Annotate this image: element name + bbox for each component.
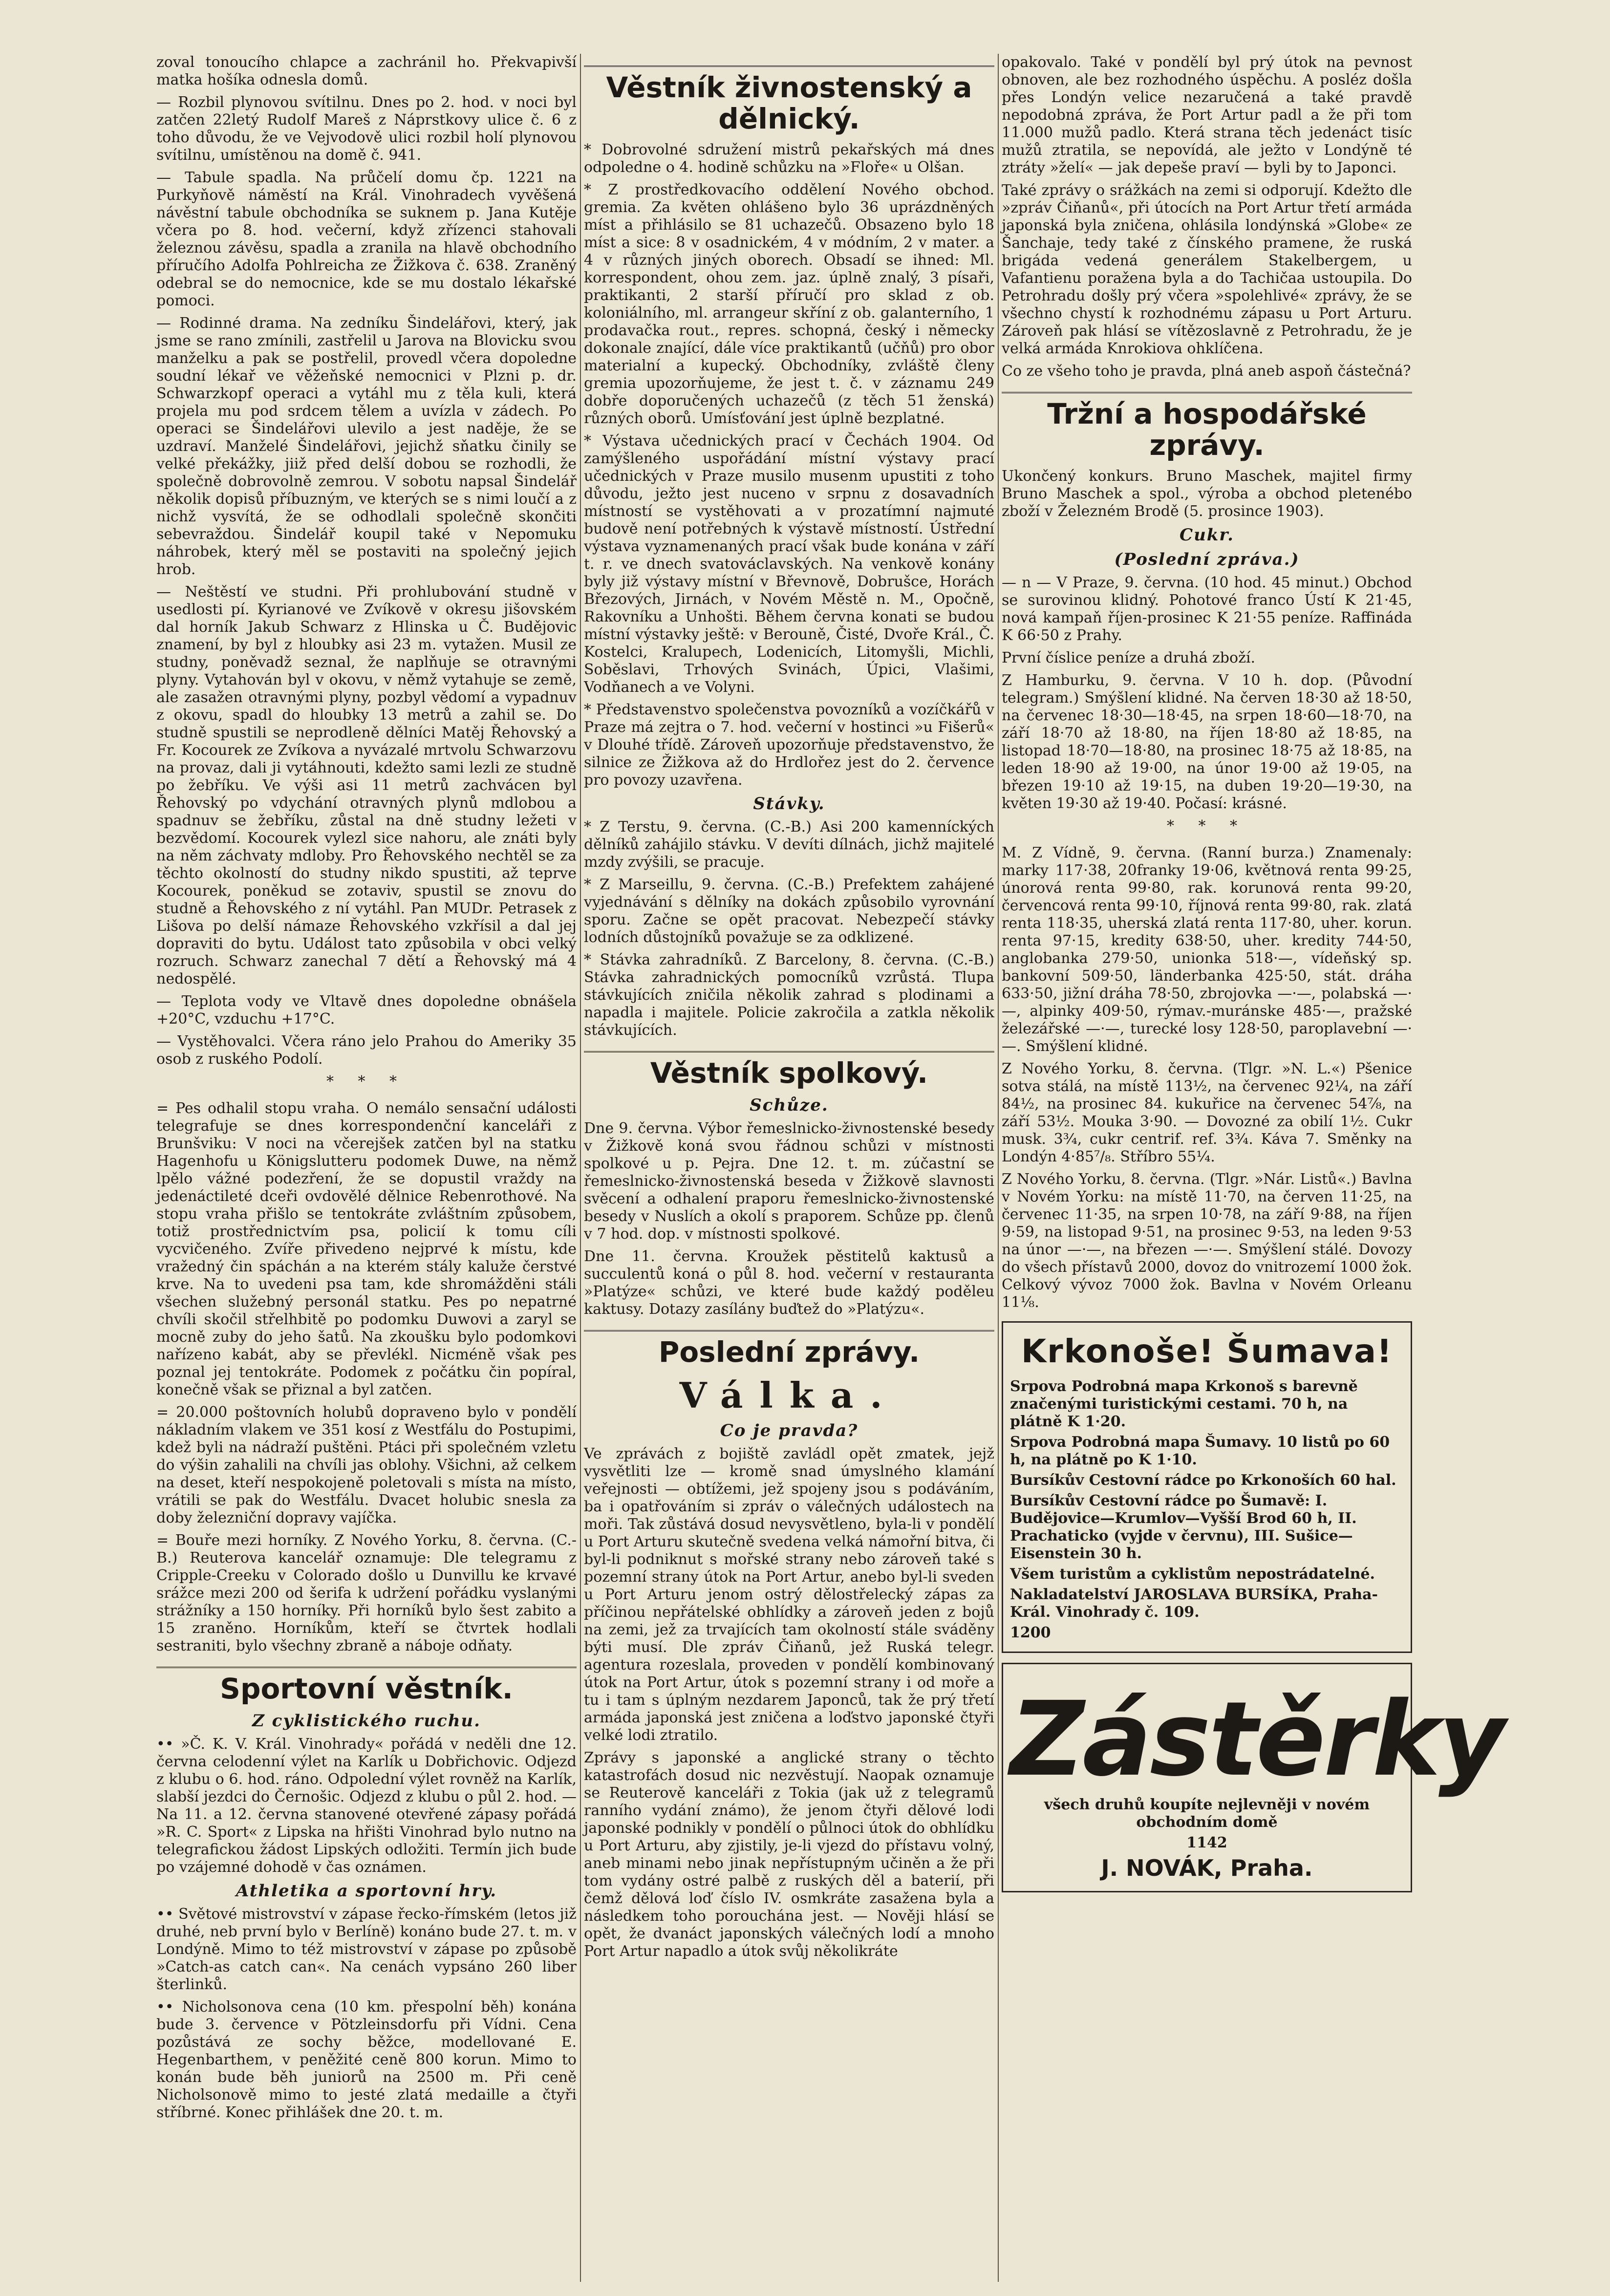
column-1 <box>156 54 577 2282</box>
article-paragraph: — Neštěstí ve studni. Při prohlubování studně v usedlosti pí. Kyrianové ve Zvíkově v okresu jišovském dal horník Jakub Schwarz z Hlinska u Č. Budějovic znamení, by byl z hloubky asi 23 m. vytažen. Musil ze studny, poněvadž seznal, že naplňuje se otravnými plyny. Vytahován byl v okovu, v němž vytahuje se země, ale zasažen otravnými plyny, pozbyl vědomí a vypadnuv z okovu, spadl do hloubky 13 metrů a zahil se. Do studně spustili se neprodleně dělníci Matěj Řehovský a Fr. Kocourek ze Zvíkova a nyvázalé mrtvolu Schwarzovu na provaz, dali ji vytáhnouti, kdežto sami lezli ze studně po žebříku. Ve výši asi 11 metrů zachvácen byl Řehovský po vdychání otravných plynů mdlobou a spadnuv se žebříku, zůstal na dně studny ležeti v bezvědomí. Kocourek vylezl sice nahoru, ale znáti byly na něm záchvaty mdloby. Pro Řehovského nechtěl se za těchto okolností do studny nikdo spustiti, až teprve Kocourek, poněkud se zotaviv, spustil se znovu do studně a Řehovského z ní vytáhl. Pan MUDr. Petrasek z Lišova po delší námaze Řehovského vzkřísil a dal jej dopraviti do bytu. Událost tato způsobila v obci velký rozruch. Schwarz zanechal 7 dětí a Řehovský má 4 nedospělé. <box>156 583 577 987</box>
article-paragraph: * Z Terstu, 9. června. (C.-B.) Asi 200 kamenníckých dělníků zahájilo stávku. V devíti dílnách, jichž majitelé mzdy zvýšili, se pracuje. <box>584 818 994 871</box>
article-paragraph: Ve zprávách z bojiště zavládl opět zmatek, jejž vysvětliti lze — kromě snad úmyslného klamání veřejnosti — obtížemi, jež spojeny jsou s podáváním, ba i opatřováním si zpráv o válečných událostech na moři. Tak zůstává dosud nevysvětleno, byla-li v pondělí u Port Arturu skutečně svedena velká námořní bitva, či byl-li podniknut s mořské strany nebo zároveň také s pozemní strany útok na Port Artur, anebo byl-li sveden u Port Arturu jenom ostrý dělostřelecký zápas za příčinou nepřátelské obhlídky a zároveň jeden z bojů na zemi, jež za trvajících tam okolností stále sváděny býti musí. Dle zpráv Čiňanů, jež Ruská telegr. agentura rozeslala, proveden v pondělí kombinovaný útok na Port Artur, útok s pozemní strany i od moře a tu i tam s úplným nezdarem Japonců, tak že prý třetí armáda japonská jest zničena a loďstvo japonské čtyři velké lodi ztratilo. <box>584 1445 994 1744</box>
article-paragraph: — Tabule spadla. Na průčelí domu čp. 1221 na Purkyňově náměstí na Král. Vinohradech vyvěšená návěstní tabule obchodníka se suknem p. Jana Kutěje včera po 8. hod. večerní, když zřízenci stahovali železnou závěsu, spadla a zranila na hlavě obchodního příručího Adolfa Pohlreicha ze Žižkova č. 638. Zraněný odebral se do nemocnice, kde se mu dostalo lékařské pomoci. <box>156 169 577 309</box>
advertisement-krkonose-sumava <box>1002 1321 1412 1653</box>
article-paragraph: = Pes odhalil stopu vraha. O nemálo sensační události telegrafuje se dnes korrespondenční kanceláři z Brunšviku: V noci na včerejšek zatčen byl na statku Hagenhofu u Königslutteru podomek Duwe, na němž lpělo vážné podezření, že se dopustil vraždy na jedenáctileté dceři ovdovělé dělnice Rebenrothové. Na stopu vraha přišlo se tentokráte zvláštním způsobem, totiž prostřednictvím psa, policií k tomu cíli vycvičeného. Zvíře přivedeno nejprvé k místu, kde vražedný čin spáchán a na kterém stály kaluže čerstvé krve. Na to uvedeni psa tam, kde shromážděni stáli všechen služebný personál statku. Pes po nepatrné chvíli skočil střelhbitě po podomku Duwovi a zaryl se mocně zuby do jeho šatů. Na zkoušku bylo podomkovi nařízeno kabát, aby se převlékl. Nicméně však pes poznal jej tentokráte. Podomek z počátku čin popíral, konečně však se přiznal a byl zatčen. <box>156 1100 577 1398</box>
section-heading: Poslední zprávy. <box>584 1330 994 1368</box>
subheading: Co je pravda? <box>720 1421 859 1440</box>
section-heading: Věstník spolkový. <box>584 1051 994 1089</box>
section-heading: Tržní a hospodářské zprávy. <box>1002 392 1412 461</box>
subheading: (Poslední zpráva.) <box>1114 550 1300 569</box>
article-paragraph: * Z prostředkovacího oddělení Nového obchod. gremia. Za květen ohlášeno bylo 36 uprázdněných míst a přihlásilo se 81 uchazečů. Obsazeno bylo 18 míst a sice: 8 v osadnickém, 4 v módním, 2 v mater. a 4 v různých jiných oborech. Obsadí se ihned: Ml. korrespondent, ohou zem. jaz. úplně znalý, 3 písaři, praktikanti, 2 starší příručí pro sklad z ob. koloniálního, ml. arrangeur skříní z ob. galanterního, 1 prodavačka rout., repres. schopná, český i německy dokonale znající, dále více praktikantů (učňů) pro obor materialní a kupecký. Obchodníky, zvláště členy gremia upozorňujeme, že jest t. č. v záznamu 249 dobře doporučených uchazečů (z těch 51 ženská) různých oborů. Umísťování jest úplně bezplatné. <box>584 181 994 427</box>
article-paragraph: * Představenstvo společenstva povozníků a vozíčkářů v Praze má zejtra o 7. hod. večerní v hostinci »u Fišerů« v Dlouhé třídě. Zároveň upozorňuje představenstvo, že silnice ze Žižkova až do Hrdlořez jest do 2. července pro povozy uzavřena. <box>584 701 994 789</box>
article-paragraph: opakovalo. Také v pondělí byl prý útok na pevnost obnoven, ale bez rozhodného úspěchu. A posléz došla přes Londýn velice nezaručená a také pravdě nepodobná zpráva, že Port Artur padl a že při tom 11.000 mužů padlo. Která strana těch jedenáct tisíc mužů ztratila, se nepovídá, ale ježto v Londýně té ztráty »želí« — jak depeše praví — byli by to Japonci. <box>1002 54 1412 176</box>
ad-line: Nakladatelství JAROSLAVA BURSÍKA, Praha-Král. Vinohrady č. 109. <box>1010 1586 1378 1621</box>
article-paragraph: — Rodinné drama. Na zedníku Šindelářovi, který, jak jsme se rano zmínili, zastřelil u Jarova na Blovicku svou manželku a pak se postřelil, provedl včera dopoledne soudní lékař ve věžeňské nemocnici v Plzni p. dr. Schwarzkopf operaci a vytáhl mu z těla kuli, která projela mu pod srdcem tělem a uvízla v zádech. Po operaci se Šindelářovi ulevilo a jest naděje, že se uzdraví. Manželé Šindelářovi, jejichž sňatku činily se velké překážky, jiiž před delší dobou se rozhodli, že společně dobrovolně zemrou. V sobotu napsal Šindelář několik dopisů příbuzným, ve kterých se s nimi loučí a z nichž vysvítá, že se odhodlali společně skončiti sebevraždou. Šindelář koupil také v Nepomuku náhrobek, který měl se postaviti na společný jejich hrob. <box>156 315 577 578</box>
article-paragraph: * Stávka zahradníků. Z Barcelony, 8. června. (C.-B.) Stávka zahradnických pomocníků vzrůstá. Tlupa stávkujících zničila několik zahrad s plodinami a napadla i majitele. Policie zakročila a zatkla několik stávkujících. <box>584 951 994 1039</box>
ad-line: Bursíkův Cestovní rádce po Šumavě: I. Budějovice—Krumlov—Vyšší Brod 60 h, II. Prachaticko (vyjde v červnu), III. Sušice—Eisenstein 30 h. <box>1010 1492 1357 1562</box>
separator: * * * <box>326 1073 407 1090</box>
article-paragraph: První číslice peníze a druhá zboží. <box>1002 649 1256 666</box>
article-paragraph: * Dobrovolné sdružení mistrů pekařských má dnes odpoledne o 4. hodině schůzku na »Floře« u Olšan. <box>584 141 994 176</box>
article-paragraph: Dne 9. června. Výbor řemeslnicko-živnostenské besedy v Žižkově koná svou řádnou schůzi v místnosti spolkové u p. Pejra. Dne 12. t. m. zúčastní se řemeslnicko-živnostenská beseda v Žižkově slavnosti svěcení a odhalení praporu řemeslnicko-živnostenské besedy v Nuslích a okolí s praporem. Schůze pp. členů v 7 hod. dop. v místnosti spolkové. <box>584 1120 994 1243</box>
article-paragraph: zoval tonoucího chlapce a zachránil ho. Překvapivší matka hošíka odnesla domů. <box>156 54 577 88</box>
article-paragraph: — n — V Praze, 9. června. (10 hod. 45 minut.) Obchod se surovinou klidný. Pohotové franco Ústí K 21·45, nová kampaň říjen-prosinec K 21·55 peníze. Raffináda K 66·50 z Prahy. <box>1002 574 1412 644</box>
ad-line: Srpova Podrobná mapa Krkonoš s barevně značenými turistickými cestami. 70 h, na plátně K 1·20. <box>1010 1378 1358 1430</box>
article-paragraph: = Bouře mezi horníky. Z Nového Yorku, 8. června. (C.-B.) Reuterova kancelář oznamuje: Dle telegramu z Cripple-Creeku v Colorado došlo u Dunvillu ke krvavé srážce mezi 200 od šerifa k udržení pořádku vyslanými strážníky a 150 horníky. Při horníků bylo šest zabito a 15 zraněno. Horníkům, kteří se čtvrtek hodlali sestraniti, bylo všechny zbraně a náboje odňaty. <box>156 1532 577 1654</box>
subheading: Cukr. <box>1180 525 1234 545</box>
subheading: Z cyklistického ruchu. <box>252 1711 481 1731</box>
article-paragraph: Dne 11. června. Kroužek pěstitelů kaktusů a succulentů koná o půl 8. hod. večerní v restauranta »Platýze« schůzi, ve které bude každý poděleu kaktusy. Dotazy zasílány buďtež do »Platýzu«. <box>584 1248 994 1318</box>
article-paragraph: M. Z Vídně, 9. června. (Ranní burza.) Znamenaly: marky 117·38, 20franky 19·06, květnová renta 99·25, únorová renta 99·80, rak. korunová renta 99·20, červencová renta 99·10, říjnová renta 99·80, rak. zlatá renta 118·35, uherská zlatá renta 117·80, uher. korun. renta 97·15, kredity 638·50, uher. kredity 744·50, anglobanka 279·50, unionka 518·—, vídeňský sp. bankovní 509·50, länderbanka 425·50, stát. dráha 633·50, jižní dráha 78·50, zbrojovka —·—, polabská —·—, alpinky 409·50, rýmav.-muránske 485·—, pražské železářské —·—, turecké losy 128·50, paroplavební —·—. Smýšlení klidné. <box>1002 844 1412 1055</box>
ad-headline: Krkonoše! Šumava! <box>1021 1332 1393 1370</box>
column-rule <box>580 54 581 2282</box>
article-paragraph: •• Světové mistrovství v zápase řecko-římském (letos již druhé, neb první bylo v Berlíně) konáno bude 27. t. m. v Londýně. Mimo to též mistrovství v zápase po způsobě »Catch-as catch can«. Na cenách vypsáno 260 liber šterlinků. <box>156 1906 577 1993</box>
ad-line: Bursíkův Cestovní rádce po Krkonoších 60 hal. <box>1010 1472 1396 1489</box>
article-paragraph: Z Hamburku, 9. června. V 10 h. dop. (Původní telegram.) Smýšlení klidné. Na červen 18·30 až 18·50, na červenec 18·30—18·45, na srpen 18·60—18·70, na září 18·70 až 18·80, na říjen 18·80 až 18·85, na listopad 18·70—18·80, na prosinec 18·75 až 18·85, na leden 18·90 až 19·00, na únor 19·00 až 19·05, na březen 19·10 až 19·15, na duben 19·20—19·30, na květen 19·30 až 19·40. Počasí: krásné. <box>1002 672 1412 812</box>
subheading: Athletika a sportovní hry. <box>236 1881 497 1901</box>
article-paragraph: — Teplota vody ve Vltavě dnes dopoledne obnášela +20°C, vzduchu +17°C. <box>156 993 577 1028</box>
article-paragraph: •• Nicholsonova cena (10 km. přespolní běh) konána bude 3. července v Pötzleinsdorfu při Vídni. Cena pozůstává ze sochy běžce, modellované E. Hegenbarthem, v peněžité ceně 800 korun. Mimo to konán bude běh juniorů na 2500 m. Při ceně Nicholsonově mimo to jesté zlatá medaille a čtyři stříbrné. Konec přihlášek dne 20. t. m. <box>156 1998 577 2121</box>
article-paragraph: * Z Marseillu, 9. června. (C.-B.) Prefektem zahájené vyjednávání s dělníky na dokách způsobilo vyrovnání sporu. Začne se opět pracovat. Nebezpečí stávky lodních důstojníků považuje se za odklizené. <box>584 876 994 946</box>
article-paragraph: — Vystěhovalci. Včera ráno jelo Prahou do Ameriky 35 osob z ruského Podolí. <box>156 1033 577 1068</box>
article-paragraph: Co ze všeho toho je pravda, plná aneb aspoň částečná? <box>1002 363 1411 380</box>
article-paragraph: * Výstava učednických prací v Čechách 1904. Od zamýšleného uspořádání místní výstavy prací učednických v Praze musilo musenm upustiti z toho důvodu, ježto jest nuceno v srpnu z dosavadních místností se vystěhovati a v prozatímní najmuté budově není potřebných k výstavě místností. Ústřední výstava vyznamenaných prací však bude konána v září t. r. ve dnech svatováclavských. Na venkově konány byly již výstavy místní v Břevnově, Dobrušce, Horách Březových, Jirnách, v Novém Městě n. M., Opočně, Rakovníku a Unhošti. Během června konati se budou místní výstavky ještě: v Berouně, Čisté, Dvoře Král., Č. Kostelci, Kralupech, Lodenicích, Litomyšli, Michli, Soběslavi, Trhových Svinách, Úpici, Vlašimi, Vodňanech a ve Volyni. <box>584 432 994 696</box>
article-paragraph: = 20.000 poštovních holubů dopraveno bylo v pondělí nákladním vlakem ve 351 kosí z Westfálu do Postupimi, kdež byli na nádraží puštěni. Ptáci při společném vzletu do výšin zahalili na chvíli jas oblohy. Všichni, až celkem na deset, kteří nespokojeně poletovali s místa na místo, vrátili se pak do Westfálu. Dvacet holubic snesla za doby železniční dopravy vajíčka. <box>156 1404 577 1526</box>
column-2 <box>584 54 994 2282</box>
advertisement-zasterky <box>1002 1663 1503 1892</box>
column-rule <box>998 54 999 2282</box>
subheading: Schůze. <box>750 1095 829 1115</box>
ad-line: Srpova Podrobná mapa Šumavy. 10 listů po 60 h, na plátně po K 1·10. <box>1010 1434 1390 1468</box>
ad-shop-name: J. NOVÁK, Praha. <box>1101 1855 1313 1881</box>
ad-line: 1200 <box>1010 1624 1051 1641</box>
separator: * * * <box>1166 817 1247 835</box>
section-heading: Sportovní věstník. <box>156 1667 577 1704</box>
ad-number: 1142 <box>1186 1834 1227 1851</box>
article-paragraph: Z Nového Yorku, 8. června. (Tlgr. »N. L.«) Pšenice sotva stálá, na místě 113½, na červenec 92¼, na září 84½, na prosinec 84. kukuřice na červenec 54⅞, na září 53½. Mouka 3·90. — Dovozné za obilí 1½. Cukr musk. 3¾, cukr centrif. ref. 3¾. Káva 7. Směnky na Londýn 4·85⁷/₈. Stříbro 55¼. <box>1002 1060 1412 1165</box>
ad-title: Zástěrky <box>1010 1679 1503 1799</box>
ad-line: Všem turistům a cyklistům nepostrádatelné. <box>1010 1566 1375 1583</box>
headline: Válka. <box>679 1374 899 1416</box>
article-paragraph: Zprávy s japonské a anglické strany o těchto katastrofách dosud nic nezvěstují. Naopak oznamuje se Reuterově kanceláři z Tokia (jak už z telegramů ranního vydání známo), že jenom čtyři dělové lodi japonské podnikly v pondělí o půlnoci útok do obhlídku u Port Arturu, aby zjistily, je-li vjezd do přístavu volný, aneb minami nebo jinak nepřístupným učiněn a že při tom vydány ostré palbě z ruských děl a baterií, při čemž dělová loď číslo IV. osmkráte zasažena byla a následkem toho porouchána jest. — Nověji hlásí se opět, že dvanáct japonských válečných lodí a mnoho Port Artur napadlo a útok svůj několikráte <box>584 1749 994 1960</box>
section-heading: Věstník živnostenský a dělnický. <box>584 65 994 134</box>
article-paragraph: Z Nového Yorku, 8. června. (Tlgr. »Nár. Listů«.) Bavlna v Novém Yorku: na místě 11·70, na červen 11·25, na červenec 11·35, na srpen 10·78, na září 9·88, na říjen 9·59, na listopad 9·51, na prosinec 9·53, na leden 9·53 na únor —·—, na březen —·—. Smýšlení stálé. Dovozy do všech přístavů 2000, dovoz do vnitrozemí 1000 žok. Celkový vývoz 7000 žok. Bavlna v Novém Orleanu 11⅛. <box>1002 1171 1412 1311</box>
article-paragraph: Ukončený konkurs. Bruno Maschek, majitel firmy Bruno Maschek a spol., výroba a obchod pletenébo zboží v Železném Brodě (5. prosince 1903). <box>1002 468 1412 520</box>
article-paragraph: •• »Č. K. V. Král. Vinohrady« pořádá v neděli dne 12. června celodenní výlet na Karlík u Dobřichovic. Odjezd z klubu o 6. hod. ráno. Odpolední výlet rovněž na Karlík, slabší jezdci do Černošic. Odjezd z klubu o půl 2. hod. — Na 11. a 12. června stanovené otevřené zápasy pořádá »R. C. Sport« z Lipska na hřišti Vinohrad bylo nutno na telegrafickou žádost Lipských odložiti. Termín jich bude po vzájemné dohodě v čas oznámen. <box>156 1736 577 1876</box>
subheading: Stávky. <box>753 794 825 814</box>
article-paragraph: Také zprávy o srážkách na zemi si odporují. Kdežto dle »zpráv Čiňanů«, při útocích na Port Artur třetí armáda japonská byla zničena, ohlásila londýnská »Globe« ze Šanchaje, tedy také z čínského pramene, že ruská brigáda vedená generálem Stakelbergem, u Vafantienu poražena byla a do Tachičaa ustoupila. Do Petrohradu došly prý včera »spolehlivé« zprávy, že se všechno chystí k rozhodnému zápasu u Port Arturu. Zároveň pak hlásí se vítězoslavně z Petrohradu, že je velká armáda Knrokiova ohklíčena. <box>1002 182 1412 357</box>
column-3 <box>1002 54 1503 2282</box>
article-paragraph: — Rozbil plynovou svítilnu. Dnes po 2. hod. v noci byl zatčen 22letý Rudolf Mareš z Náprstkovy ulice č. 6 z toho důvodu, že ve Vejvodově ulici rozbil holí plynovou svítilnu, umístěnou na domě č. 941. <box>156 94 577 164</box>
ad-text: všech druhů koupíte nejlevněji v novém obchodním domě <box>1044 1796 1370 1831</box>
